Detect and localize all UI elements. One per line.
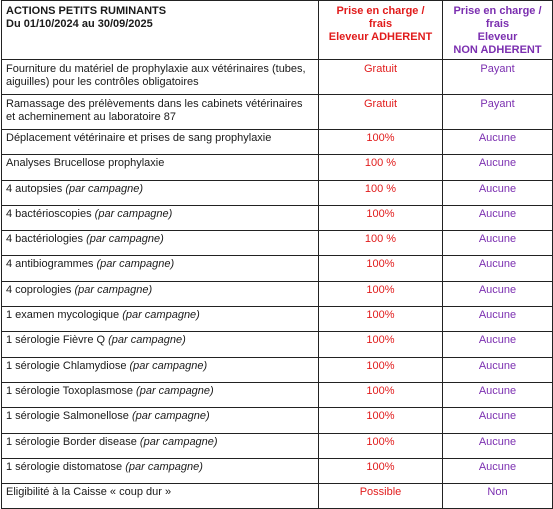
action-label: 1 sérologie distomatose	[6, 460, 126, 473]
table-row	[2, 408, 553, 433]
table-row	[2, 256, 553, 281]
non-adherent-value: Aucune	[443, 281, 553, 306]
non-adherent-value: Aucune	[443, 256, 553, 281]
header-row	[2, 1, 553, 60]
non-adherent-header-line4: NON ADHERENT	[453, 44, 542, 56]
table-row	[2, 281, 553, 306]
action-note: (par campagne)	[74, 283, 153, 296]
table-row	[2, 332, 553, 357]
action-cell	[2, 256, 319, 281]
adherent-value: 100 %	[319, 155, 443, 180]
non-adherent-value: Aucune	[443, 155, 553, 180]
action-note: (par campagne)	[129, 359, 208, 372]
non-adherent-header-line1: Prise en charge /	[453, 5, 542, 17]
table-row	[2, 155, 553, 180]
action-cell	[2, 433, 319, 458]
action-note: (par campagne)	[122, 309, 200, 322]
non-adherent-value: Aucune	[443, 332, 553, 357]
non-adherent-header-line2: frais	[485, 18, 510, 30]
action-cell	[2, 408, 319, 433]
non-adherent-value: Aucune	[443, 231, 553, 256]
table-row	[2, 307, 553, 332]
action-cell	[2, 307, 319, 332]
action-label: 4 coprologies	[6, 283, 75, 296]
non-adherent-value: Aucune	[443, 458, 553, 483]
action-label: Ramassage des prélèvements dans les cabinets vétérinaires et acheminement au laboratoire 87	[6, 98, 303, 123]
action-note: (par campagne)	[94, 207, 173, 220]
action-cell	[2, 205, 319, 230]
action-cell	[2, 281, 319, 306]
adherent-header-line1: Prise en charge /	[336, 5, 425, 17]
action-cell	[2, 95, 319, 130]
adherent-header	[319, 1, 443, 60]
actions-title: ACTIONS PETITS RUMINANTS	[6, 5, 167, 17]
action-note: (par campagne)	[131, 410, 210, 423]
table-row	[2, 95, 553, 130]
non-adherent-value: Non	[443, 484, 553, 509]
adherent-value: 100%	[319, 130, 443, 155]
adherent-value: 100%	[319, 205, 443, 230]
non-adherent-value: Aucune	[443, 382, 553, 407]
action-cell	[2, 60, 319, 95]
adherent-value: Possible	[319, 484, 443, 509]
adherent-value: 100%	[319, 357, 443, 382]
action-label: 1 sérologie Salmonellose	[6, 410, 132, 423]
non-adherent-value: Aucune	[443, 357, 553, 382]
table-row	[2, 231, 553, 256]
action-label: 1 sérologie Fièvre Q	[6, 334, 109, 347]
action-note: (par campagne)	[96, 258, 175, 271]
table-row	[2, 433, 553, 458]
adherent-value: Gratuit	[319, 60, 443, 95]
non-adherent-value: Aucune	[443, 180, 553, 205]
action-note: (par campagne)	[65, 182, 143, 195]
adherent-header-line3: Eleveur ADHERENT	[328, 31, 433, 43]
action-label: Fourniture du matériel de prophylaxie aux vétérinaires (tubes, aiguilles) pour les contrôles obligatoires	[6, 63, 306, 88]
non-adherent-header-line3: Eleveur	[477, 31, 518, 43]
action-cell	[2, 332, 319, 357]
non-adherent-value: Aucune	[443, 307, 553, 332]
action-label: Eligibilité à la Caisse « coup dur »	[6, 486, 172, 499]
adherent-value: 100 %	[319, 180, 443, 205]
campaign-period: Du 01/10/2024 au 30/09/2025	[6, 18, 153, 30]
support-table	[1, 0, 553, 509]
action-label: 1 examen mycologique	[6, 309, 123, 322]
action-label: Analyses Brucellose prophylaxie	[6, 157, 165, 170]
adherent-value: 100%	[319, 281, 443, 306]
action-cell	[2, 357, 319, 382]
adherent-value: 100%	[319, 408, 443, 433]
action-note: (par campagne)	[108, 334, 186, 347]
adherent-value: 100%	[319, 332, 443, 357]
action-note: (par campagne)	[86, 233, 164, 246]
action-note: (par campagne)	[125, 460, 203, 473]
table-row	[2, 60, 553, 95]
adherent-value: 100%	[319, 433, 443, 458]
action-label: Déplacement vétérinaire et prises de sang prophylaxie	[6, 132, 272, 144]
adherent-header-line2: frais	[368, 18, 393, 30]
table-row	[2, 205, 553, 230]
non-adherent-value: Aucune	[443, 433, 553, 458]
action-cell	[2, 484, 319, 509]
non-adherent-value: Aucune	[443, 130, 553, 155]
table-row	[2, 484, 553, 509]
non-adherent-value: Aucune	[443, 408, 553, 433]
non-adherent-value: Aucune	[443, 205, 553, 230]
adherent-value: 100%	[319, 256, 443, 281]
adherent-value: Gratuit	[319, 95, 443, 130]
action-cell	[2, 180, 319, 205]
action-label: 4 antibiogrammes	[6, 258, 97, 271]
action-note: (par campagne)	[139, 435, 218, 448]
action-cell	[2, 382, 319, 407]
action-note: (par campagne)	[136, 384, 214, 397]
table-row	[2, 458, 553, 483]
adherent-value: 100%	[319, 458, 443, 483]
action-label: 4 bactérioscopies	[6, 207, 95, 220]
adherent-value: 100%	[319, 382, 443, 407]
adherent-value: 100%	[319, 307, 443, 332]
table-row	[2, 357, 553, 382]
table-row	[2, 180, 553, 205]
actions-header	[2, 1, 319, 60]
action-cell	[2, 458, 319, 483]
action-cell	[2, 130, 319, 155]
action-label: 1 sérologie Border disease	[6, 435, 140, 448]
action-label: 1 sérologie Chlamydiose	[6, 359, 130, 372]
non-adherent-header	[443, 1, 553, 60]
action-cell	[2, 155, 319, 180]
action-label: 4 bactériologies	[6, 233, 87, 246]
action-cell	[2, 231, 319, 256]
table-row	[2, 382, 553, 407]
non-adherent-value: Payant	[443, 95, 553, 130]
action-label: 4 autopsies	[6, 182, 66, 195]
table-row	[2, 130, 553, 155]
action-label: 1 sérologie Toxoplasmose	[6, 384, 137, 397]
non-adherent-value: Payant	[443, 60, 553, 95]
adherent-value: 100 %	[319, 231, 443, 256]
